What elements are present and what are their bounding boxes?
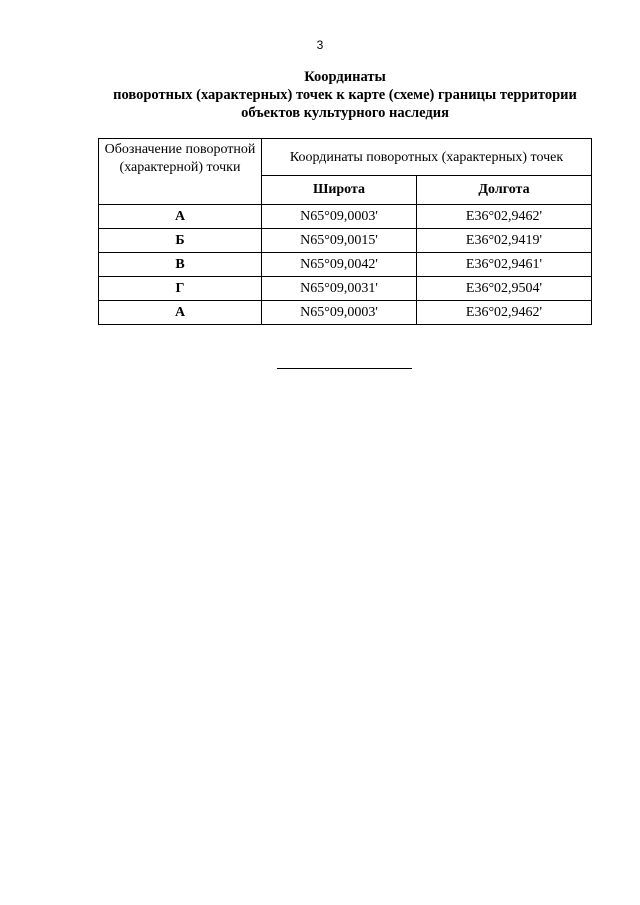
point-label: А (99, 301, 262, 325)
latitude-cell: N65°09,0003' (262, 301, 417, 325)
title-line-2: поворотных (характерных) точек к карте (схеме) границы территории (113, 87, 577, 103)
latitude-cell: N65°09,0003' (262, 205, 417, 229)
document-title (60, 68, 630, 122)
table-row (99, 277, 592, 301)
coordinates-table (98, 138, 592, 325)
longitude-cell: E36°02,9462' (417, 301, 592, 325)
latitude-cell: N65°09,0042' (262, 253, 417, 277)
latitude-cell: N65°09,0031' (262, 277, 417, 301)
title-line-1: Координаты (304, 69, 386, 85)
point-label: Г (99, 277, 262, 301)
end-separator-line (277, 368, 412, 369)
point-label: В (99, 253, 262, 277)
table-row (99, 301, 592, 325)
longitude-cell: E36°02,9462' (417, 205, 592, 229)
header-coordinates: Координаты поворотных (характерных) точек (262, 139, 592, 176)
header-longitude: Долгота (417, 176, 592, 205)
longitude-cell: E36°02,9504' (417, 277, 592, 301)
title-line-3: объектов культурного наследия (241, 105, 449, 121)
table-row (99, 205, 592, 229)
longitude-cell: E36°02,9461' (417, 253, 592, 277)
page-number: 3 (316, 38, 324, 52)
header-designation: Обозначение поворотной (характерной) точки (99, 139, 262, 205)
header-latitude: Широта (262, 176, 417, 205)
table-row (99, 229, 592, 253)
table-row (99, 253, 592, 277)
point-label: А (99, 205, 262, 229)
longitude-cell: E36°02,9419' (417, 229, 592, 253)
point-label: Б (99, 229, 262, 253)
latitude-cell: N65°09,0015' (262, 229, 417, 253)
